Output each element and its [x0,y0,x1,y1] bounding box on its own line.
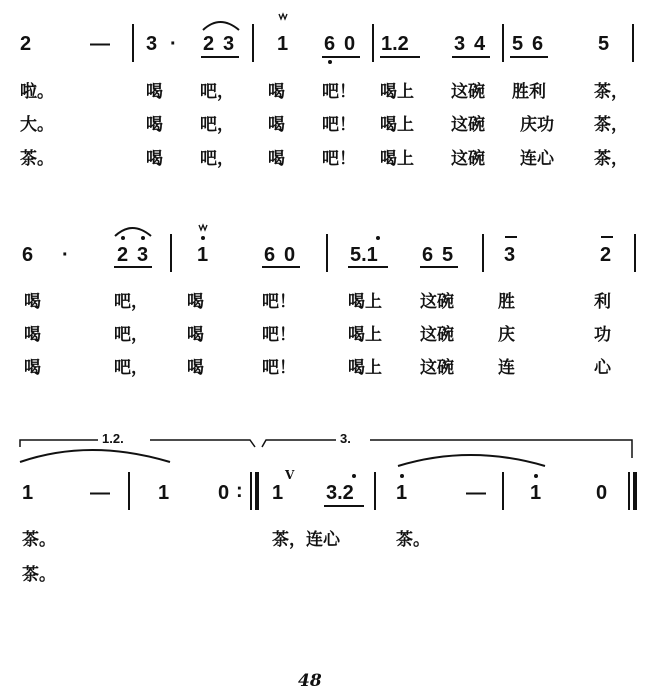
lyric: 庆功 [520,115,554,135]
lyric: 喝 [24,325,41,345]
note: 1 [158,482,170,504]
lyric: 茶。 [20,149,54,169]
note: 0 [284,244,296,266]
lyric: 吧， [114,358,148,378]
lyric: 吧， [114,325,148,345]
note: 3 [454,33,466,55]
note: 1 [396,482,408,504]
lyric: 吧， [200,115,234,135]
note: 2 [600,244,612,266]
note: 5 [598,33,610,55]
note: 0 [218,482,230,504]
note: 1 [22,482,34,504]
lyric: 喝上 [380,115,414,135]
note-dash: — [90,482,110,504]
lyric: 连心 [520,149,554,169]
lyric: 吧， [200,149,234,169]
volta-2-label: 3. [340,431,351,446]
lyric: 这碗 [420,292,454,312]
lyric: 吧！ [322,149,356,169]
note: 3 [223,33,235,55]
lyric: 喝上 [348,325,382,345]
lyric: 这碗 [420,358,454,378]
lyric: 喝 [146,149,163,169]
mordent-mark [199,225,207,230]
note: 1 [197,244,209,266]
note: 1 [272,482,284,504]
tie [398,455,545,466]
lyric: 茶， [594,82,628,102]
note: 1 [277,33,289,55]
lyric: 庆 [498,325,515,345]
note: 1.2 [381,33,409,55]
lyric: 这碗 [451,149,485,169]
lyric: 吧， [114,292,148,312]
lyric: 喝 [268,149,285,169]
note-dot: · [170,33,177,55]
note: 4 [474,33,486,55]
note: 5 [512,33,524,55]
lyric: 喝 [146,115,163,135]
tie [20,450,170,462]
lyric: 吧！ [262,358,296,378]
lyric: 大。 [20,115,54,135]
note-dash: — [466,482,486,504]
note: 6 [264,244,276,266]
note: 5.1 [350,244,378,266]
lyric: 茶。 [22,530,56,550]
volta-1-label: 1.2. [102,431,124,446]
note: 3 [137,244,149,266]
note-dash: — [90,33,110,55]
breath-mark: V [285,468,295,482]
lyric: 茶，连心 [272,530,340,550]
lyric: 吧！ [322,82,356,102]
lyric: 吧！ [322,115,356,135]
note-dot: · [62,244,69,266]
lyric: 这碗 [451,82,485,102]
volta-bracket-1 [20,440,255,447]
lyric: 喝上 [380,82,414,102]
mordent-mark [279,14,287,19]
repeat-sign: : [236,480,243,502]
note: 0 [596,482,608,504]
note: 1 [530,482,542,504]
lyric: 利 [594,292,611,312]
lyric: 胜利 [512,82,546,102]
lyric: 吧！ [262,325,296,345]
lyric: 吧， [200,82,234,102]
lyric: 喝上 [348,358,382,378]
lyric: 茶。 [22,565,56,585]
lyric: 这碗 [420,325,454,345]
lyric: 喝 [268,115,285,135]
note: 0 [344,33,356,55]
lyric: 喝 [146,82,163,102]
lyric: 茶， [594,115,628,135]
slur [203,22,239,30]
lyric: 喝 [268,82,285,102]
lyric: 这碗 [451,115,485,135]
note: 2 [117,244,129,266]
slur [115,228,151,236]
note: 2 [20,33,32,55]
note: 2 [203,33,215,55]
lyric: 茶。 [396,530,430,550]
lyric: 喝 [24,292,41,312]
lyric: 喝上 [348,292,382,312]
note: 3.2 [326,482,354,504]
note: 6 [324,33,336,55]
note: 6 [422,244,434,266]
lyric: 喝 [187,358,204,378]
note: 6 [532,33,544,55]
lyric: 啦。 [20,82,54,102]
lyric: 喝 [24,358,41,378]
note: 5 [442,244,454,266]
lyric: 喝 [187,325,204,345]
lyric: 茶， [594,149,628,169]
note: 3 [504,244,516,266]
note: 6 [22,244,34,266]
note: 3 [146,33,158,55]
lyric: 心 [594,358,611,378]
lyric: 功 [594,325,611,345]
lyric: 胜 [498,292,515,312]
lyric: 喝上 [380,149,414,169]
page-number: 48 [298,671,322,691]
lyric: 喝 [187,292,204,312]
lyric: 吧！ [262,292,296,312]
lyric: 连 [498,358,515,378]
